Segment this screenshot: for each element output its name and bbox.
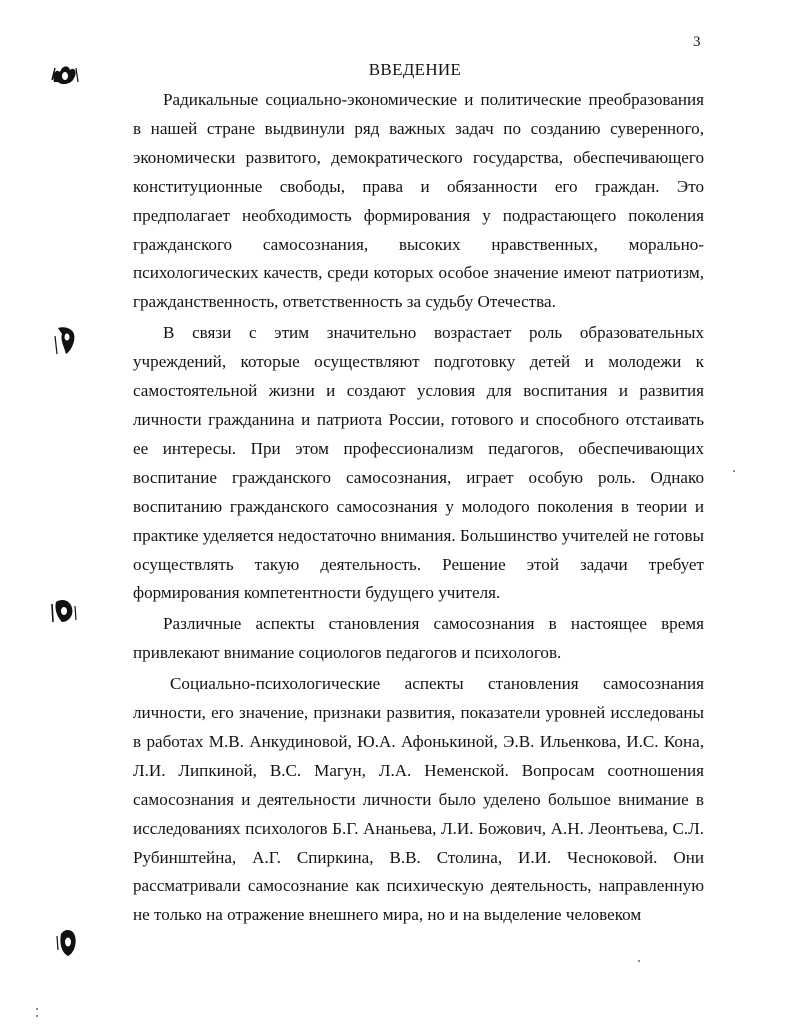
- scan-speck: [638, 960, 640, 962]
- scan-speck: [36, 1008, 38, 1010]
- punch-hole-mark-2: [52, 324, 80, 358]
- scan-speck: [36, 1015, 38, 1017]
- paragraph-4: Социально-психологические аспекты становления самосознания личности, его значение, признаки развития, показатели уровней исследованы в работах М.В. Анкудиновой, Ю.А. Афонькиной, Э.В. Ильенкова, И.С. Кона, Л.И. Липкиной, В.С. Магун, Л.А. Неменской. Вопросам соотношения самосознания и деятельности личности было уделено большое внимание в исследованиях психологов Б.Г. Ананьева, Л.И. Божович, А.Н. Леонтьева, С.Л. Рубинштейна, А.Г. Спиркина, В.В. Столина, И.И. Чесноковой. Они рассматривали самосознание как психическую деятельность, направленную не только на отражение внешнего мира, но и на выделение человеком: [133, 674, 704, 925]
- page-number: 3: [693, 34, 701, 50]
- page-title: ВВЕДЕНИЕ: [368, 60, 462, 79]
- paragraph-1: Радикальные социально-экономические и политические преобразования в нашей стране выдвинули ряд важных задач по созданию суверенного, экономически развитого, демократического государства, обеспечивающего конституционные свободы, права и обязанности его граждан. Это предполагает необходимость формирования у подрастающего поколения гражданского самосознания, высоких нравственных, морально-психологических качеств, среди которых особое значение имеют патриотизм, гражданственность, ответственность за судьбу Отечества.: [133, 90, 704, 312]
- punch-hole-mark-1: [50, 62, 82, 88]
- body-text: [133, 86, 704, 930]
- scan-speck: [733, 470, 735, 472]
- punch-hole-mark-3: [48, 596, 80, 626]
- punch-hole-mark-4: [54, 926, 82, 960]
- paragraph-3: Различные аспекты становления самосознания в настоящее время привлекают внимание социологов педагогов и психологов.: [133, 614, 704, 663]
- paragraph-2: В связи с этим значительно возрастает роль образовательных учреждений, которые осуществляют подготовку детей и молодежи к самостоятельной жизни и создают условия для воспитания и развития личности гражданина и патриота России, готового и способного отстаивать ее интересы. При этом профессионализм педагогов, обеспечивающих воспитание гражданского самосознания, играет особую роль. Однако воспитанию гражданского самосознания у молодого поколения в теории и практике уделяется недостаточно внимания. Большинство учителей не готовы осуществлять такую деятельность. Решение этой задачи требует формирования компетентности будущего учителя.: [133, 323, 704, 603]
